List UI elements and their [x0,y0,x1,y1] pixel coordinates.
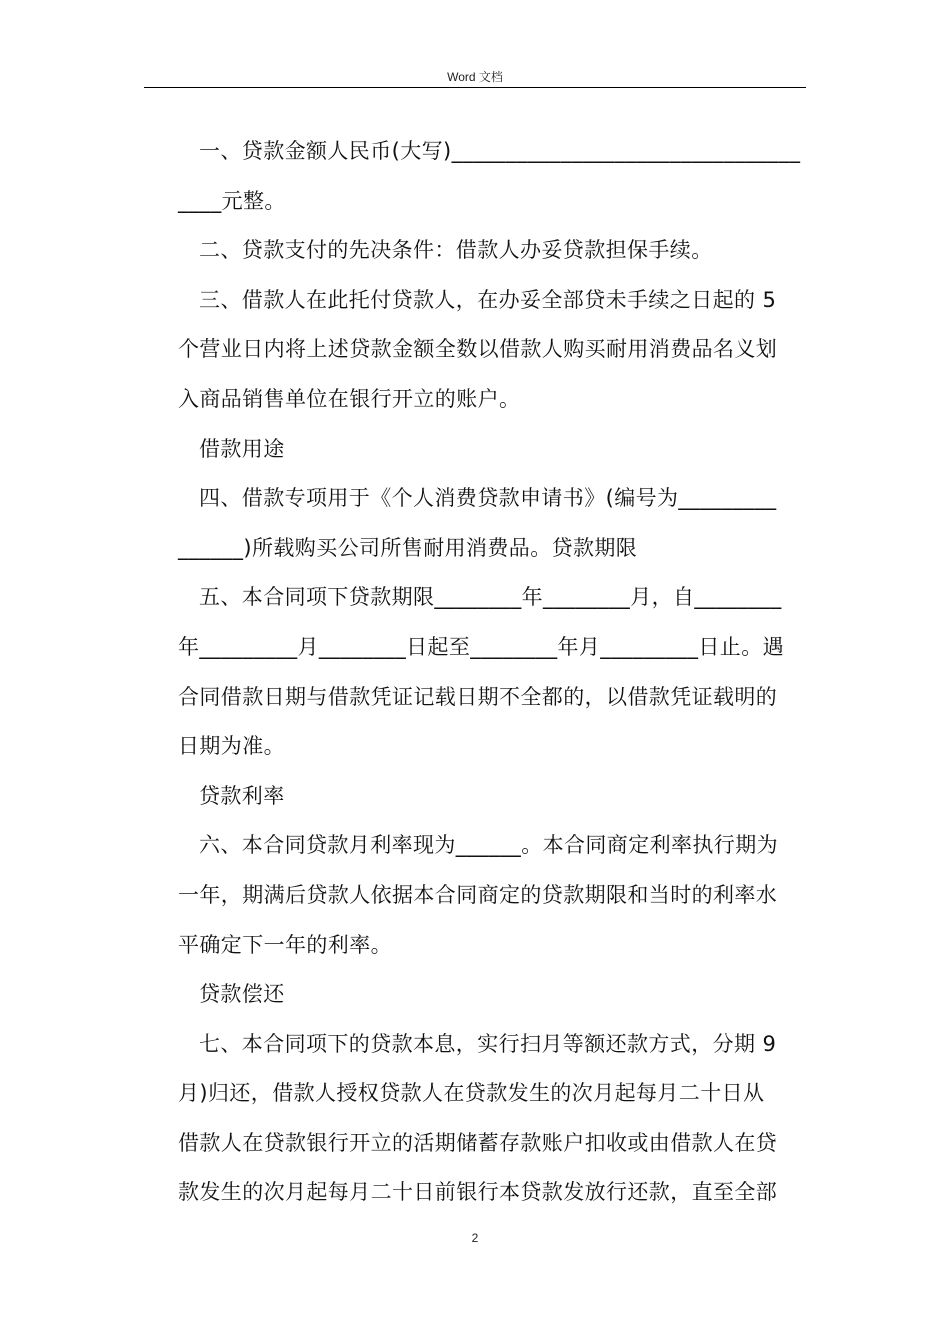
paragraph-line: 日期为准。 [178,734,285,759]
section-heading: 贷款利率 [199,783,285,808]
document-body [178,127,804,1218]
paragraph-line: 年_________月________日起至________年月_________日止。遇 [178,634,784,659]
section-heading: 贷款偿还 [199,982,285,1007]
paragraph-line: 一、贷款金额人民币(大写)________________________________ [199,139,801,163]
paragraph-line: 借款人在贷款银行开立的活期储蓄存款账户扣收或由借款人在贷 [178,1130,778,1155]
paragraph-line: ____元整。 [178,188,286,213]
paragraph-line: 款发生的次月起每月二十日前银行本贷款发放行还款，直至全部 [178,1180,778,1205]
paragraph-line: 月)归还，借款人授权贷款人在贷款发生的次月起每月二十日从 [178,1081,765,1106]
paragraph-line: 三、借款人在此托付贷款人，在办妥全部贷未手续之日起的 5 [199,287,777,312]
paragraph-line: 二、贷款支付的先决条件：借款人办妥贷款担保手续。 [199,238,713,263]
paragraph-line: 四、借款专项用于《个人消费贷款申请书》(编号为_________ [199,486,777,511]
paragraph-line: 平确定下一年的利率。 [178,932,392,957]
page-number: 2 [471,1231,479,1245]
paragraph-line: 合同借款日期与借款凭证记载日期不全都的，以借款凭证载明的 [178,684,778,709]
paragraph-line: 入商品销售单位在银行开立的账户。 [178,386,521,411]
paragraph-line: 七、本合同项下的贷款本息，实行扫月等额还款方式，分期 9 [199,1031,777,1056]
paragraph-line: ______)所载购买公司所售耐用消费品。贷款期限 [178,535,638,560]
header-title: Word 文档 [447,70,503,84]
header-divider [144,87,806,88]
paragraph-line: 个营业日内将上述贷款金额全数以借款人购买耐用消费品名义划 [178,337,778,362]
paragraph-line: 一年，期满后贷款人依据本合同商定的贷款期限和当时的利率水 [178,882,778,907]
paragraph-line: 五、本合同项下贷款期限________年________月，自________ [199,585,782,610]
section-heading: 借款用途 [199,436,285,461]
paragraph-line: 六、本合同贷款月利率现为______。本合同商定利率执行期为 [199,833,778,858]
